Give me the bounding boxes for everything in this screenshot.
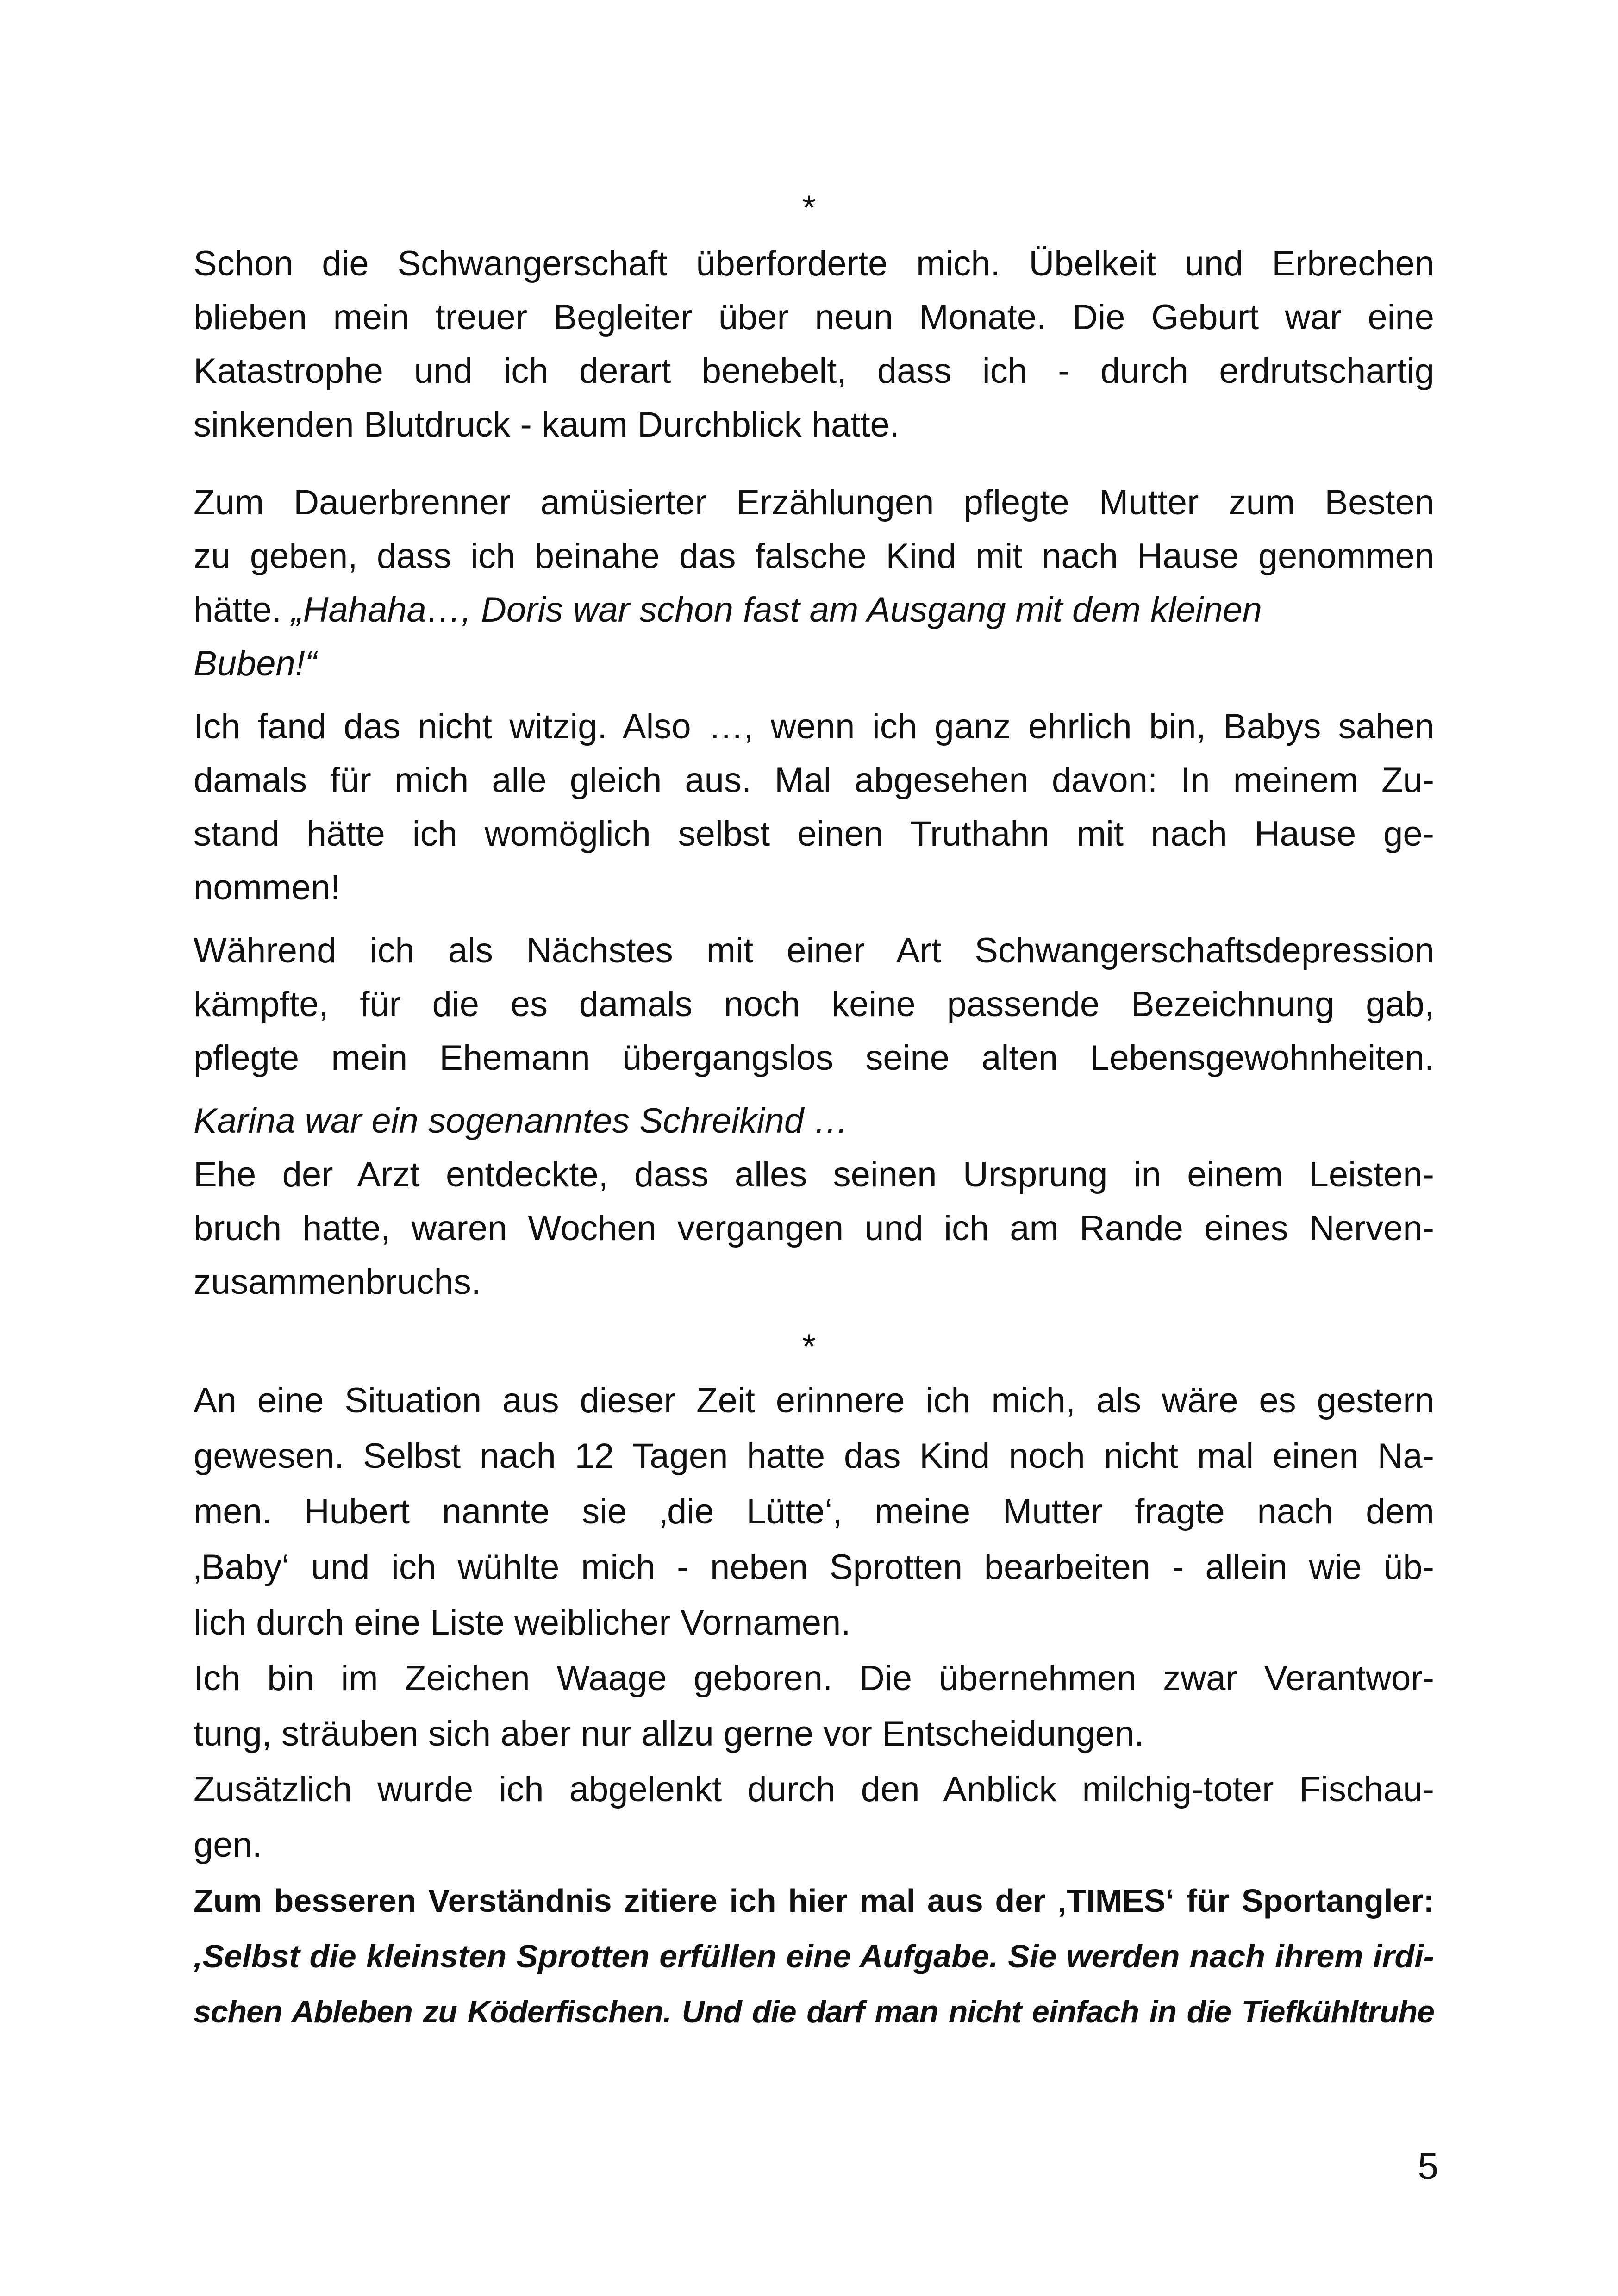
quote-line: schen Ableben zu Köderfischen. Und die darf man nicht einfach in die Tiefkühltruhe	[194, 1994, 1434, 2029]
quote-segment: „Hahaha…, Doris war schon fast am Ausgang mit dem kleinen	[291, 590, 1262, 630]
page-number: 5	[1418, 2146, 1438, 2187]
text-line: An eine Situation aus dieser Zeit erinnere ich mich, als wäre es gestern	[194, 1381, 1434, 1420]
text-line: gewesen. Selbst nach 12 Tagen hatte das Kind noch nicht mal einen Na-	[194, 1436, 1434, 1476]
quote-line: ‚Selbst die kleinsten Sprotten erfüllen eine Aufgabe. Sie werden nach ihrem irdi-	[194, 1938, 1434, 1974]
text-line: stand hätte ich womöglich selbst einen Truthahn mit nach Hause ge-	[194, 814, 1434, 854]
text-line: pflegte mein Ehemann übergangslos seine alten Lebensgewohnheiten.	[194, 1038, 1434, 1078]
text-line: Während ich als Nächstes mit einer Art Schwangerschaftsdepression	[194, 931, 1434, 970]
text-line: Zum Dauerbrenner amüsierter Erzählungen pflegte Mutter zum Besten	[194, 483, 1434, 522]
text-segment: hätte.	[194, 590, 292, 630]
bold-line: Zum besseren Verständnis zitiere ich hier mal aus der ‚TIMES‘ für Sportangler:	[194, 1883, 1434, 1919]
section-separator: *	[802, 188, 816, 228]
text-line: bruch hatte, waren Wochen vergangen und ich am Rande eines Nerven-	[194, 1209, 1434, 1248]
text-line: zu geben, dass ich beinahe das falsche Kind mit nach Hause genommen	[194, 537, 1434, 576]
text-line: damals für mich alle gleich aus. Mal abgesehen davon: In meinem Zu-	[194, 761, 1434, 800]
text-line: zusammenbruchs.	[194, 1262, 481, 1302]
text-line: Zusätzlich wurde ich abgelenkt durch den Anblick milchig-toter Fischau-	[194, 1770, 1434, 1809]
text-line: blieben mein treuer Begleiter über neun Monate. Die Geburt war eine	[194, 298, 1434, 337]
text-line: Katastrophe und ich derart benebelt, dass ich - durch erdrutschartig	[194, 351, 1434, 391]
section-separator: *	[802, 1327, 816, 1366]
text-line: gen.	[194, 1825, 262, 1865]
text-line: Schon die Schwangerschaft überforderte mich. Übelkeit und Erbrechen	[194, 244, 1434, 283]
italic-line: Karina war ein sogenanntes Schreikind …	[194, 1101, 849, 1141]
text-line: Ehe der Arzt entdeckte, dass alles seinen Ursprung in einem Leisten-	[194, 1155, 1434, 1194]
text-line: nommen!	[194, 868, 340, 907]
text-line: tung, sträuben sich aber nur allzu gerne vor Entscheidungen.	[194, 1714, 1144, 1753]
text-line-mixed	[194, 587, 1434, 633]
text-line: ‚Baby‘ und ich wühlte mich - neben Sprotten bearbeiten - allein wie üb-	[194, 1547, 1434, 1587]
quote-line: Buben!“	[194, 644, 317, 683]
text-line: Ich bin im Zeichen Waage geboren. Die übernehmen zwar Verantwor-	[194, 1659, 1434, 1698]
text-line: kämpfte, für die es damals noch keine passende Bezeichnung gab,	[194, 985, 1434, 1024]
text-line: sinkenden Blutdruck - kaum Durchblick hatte.	[194, 405, 900, 444]
text-line: men. Hubert nannte sie ‚die Lütte‘, meine Mutter fragte nach dem	[194, 1492, 1434, 1531]
text-line: Ich fand das nicht witzig. Also …, wenn ich ganz ehrlich bin, Babys sahen	[194, 707, 1434, 746]
text-line: lich durch eine Liste weiblicher Vornamen.	[194, 1603, 851, 1642]
